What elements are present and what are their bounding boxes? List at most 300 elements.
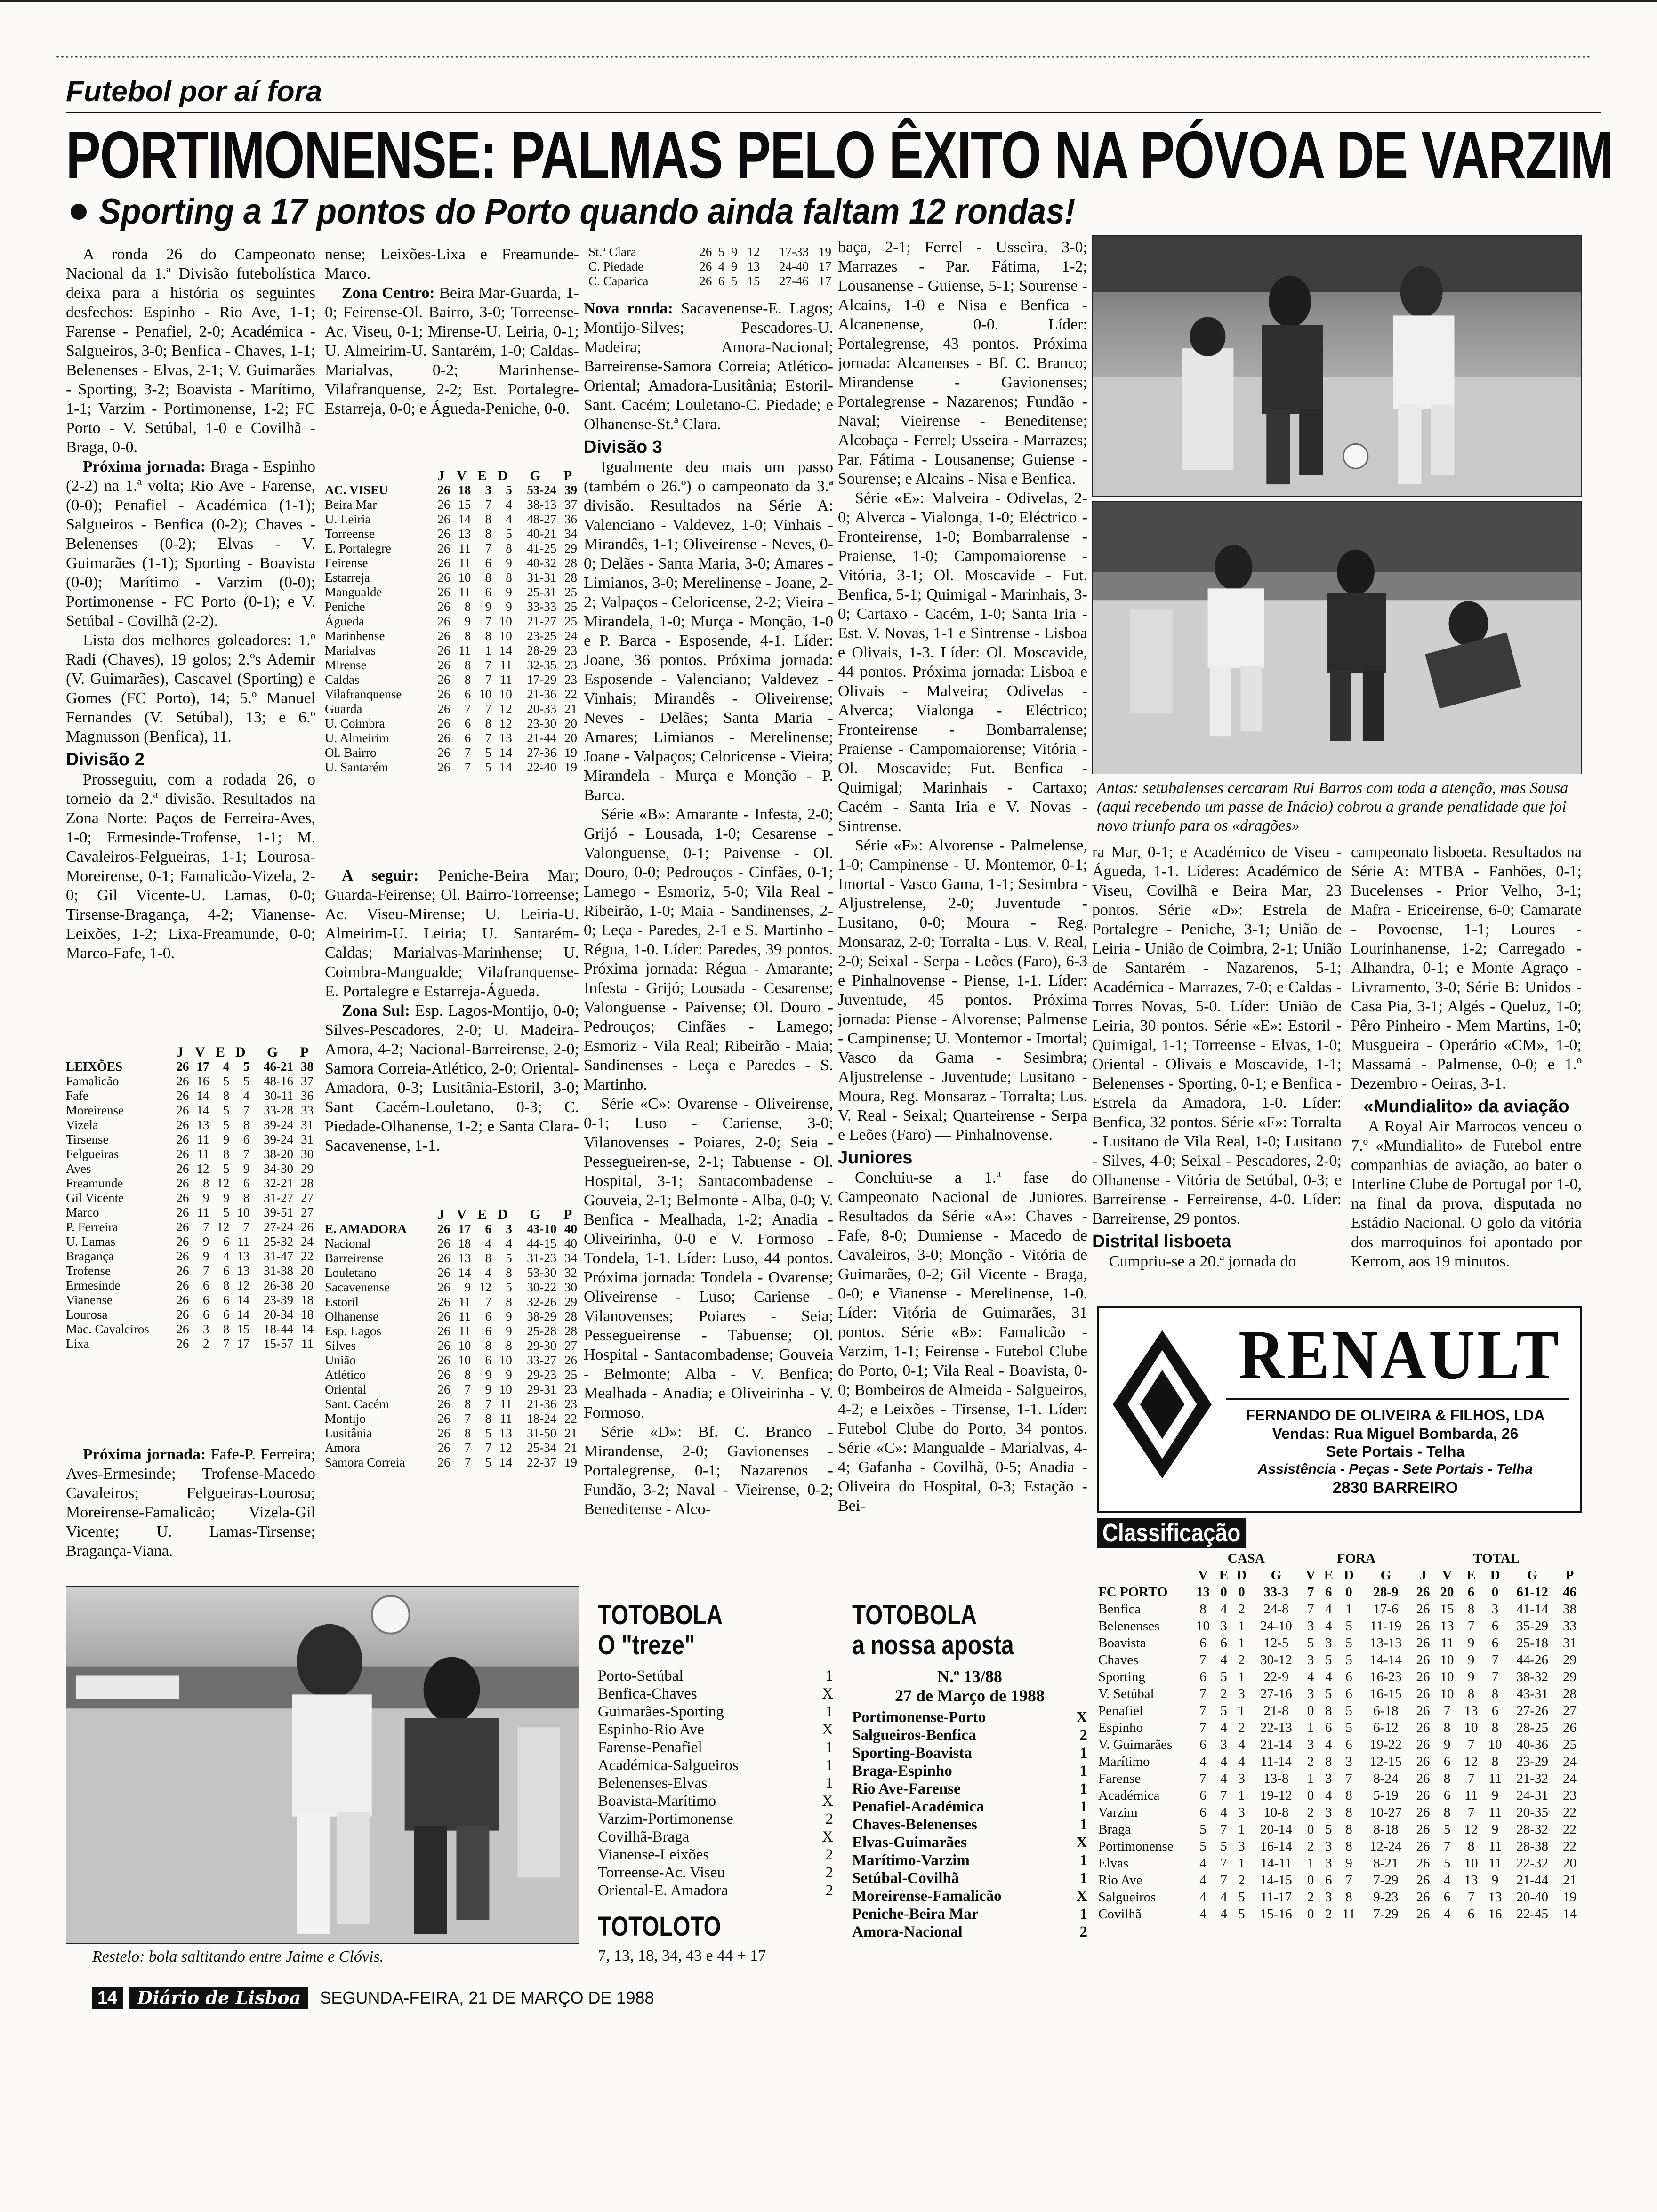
stat-cell: 26: [437, 1353, 450, 1367]
stat-cell: 12: [499, 702, 512, 716]
stat-cell: 27-26: [1516, 1703, 1549, 1718]
stat-cell: 11: [499, 1397, 512, 1411]
totobola-row: [598, 1882, 833, 1899]
stat-cell: 8: [464, 1368, 471, 1382]
stat-cell: 26: [437, 483, 450, 497]
team-name: Mangualde: [325, 585, 382, 599]
stat-cell: 7: [485, 1441, 491, 1455]
stat-cell: 5: [1325, 1652, 1332, 1667]
stat-cell: 6-18: [1373, 1703, 1399, 1718]
stat-cell: 7: [485, 1397, 491, 1411]
stat-cell: 26: [437, 1368, 450, 1382]
stat-cell: 36: [301, 1089, 314, 1103]
bullet-icon: [71, 204, 87, 220]
stat-cell: 10: [499, 1382, 512, 1396]
centro-row: [325, 702, 579, 716]
stat-cell: 26: [437, 1426, 450, 1440]
stat-cell: 8: [1467, 1686, 1475, 1701]
stat-cell: 8: [223, 1147, 230, 1161]
team-name: Belenenses: [1098, 1619, 1160, 1634]
stat-cell: 20: [1562, 1856, 1577, 1871]
stat-cell: 6: [243, 1176, 250, 1190]
centro-row: [325, 497, 579, 512]
heading-divisao-3: Divisão 3: [584, 437, 662, 457]
totobola-row: [852, 1887, 1087, 1905]
stat-cell: 10: [479, 687, 491, 701]
stat-cell: 26: [176, 1264, 189, 1278]
stat-cell: 2: [1307, 1805, 1314, 1820]
team-name: Barreirense: [325, 1251, 384, 1265]
centro-table-box: [325, 468, 579, 873]
totobola-match: Espinho-Rio Ave: [598, 1721, 704, 1738]
table-header-cell: P: [300, 1045, 309, 1060]
stat-cell: 24-40: [779, 259, 809, 273]
stat-cell: 13: [196, 1118, 209, 1132]
team-name: Atlético: [325, 1368, 366, 1382]
stat-cell: 22: [564, 687, 577, 701]
stat-cell: 27: [564, 1338, 577, 1353]
team-name: St.ª Clara: [588, 245, 636, 259]
classificacao-group-row: [1097, 1550, 1582, 1567]
stat-cell: 39-51: [264, 1205, 294, 1219]
stat-cell: 25: [564, 1368, 577, 1382]
stat-cell: 8: [485, 716, 491, 730]
stat-cell: 9: [485, 600, 491, 614]
table-header-cell: G: [530, 468, 541, 483]
stat-cell: 3: [1325, 1856, 1332, 1871]
stat-cell: 9: [1467, 1652, 1475, 1667]
stat-cell: 26: [437, 658, 450, 672]
stat-cell: 14: [196, 1089, 209, 1103]
stat-cell: 11: [301, 1337, 314, 1351]
totobola-pick: 1: [825, 1757, 833, 1774]
stat-cell: 4: [506, 497, 512, 512]
totobola-pick: 1: [1079, 1763, 1087, 1779]
table-header-cell: V: [456, 468, 467, 483]
stat-cell: 41-25: [527, 541, 557, 555]
team-name: Guarda: [325, 702, 362, 716]
stat-cell: 23: [564, 1397, 577, 1411]
stat-cell: 26: [437, 1441, 450, 1455]
stat-cell: 21-27: [527, 614, 557, 628]
stat-cell: 4: [1199, 1754, 1207, 1769]
table-header-row: [325, 468, 579, 483]
stat-cell: 29-23: [527, 1368, 557, 1382]
norte-row: [66, 1059, 315, 1074]
stat-cell: 9: [485, 1382, 491, 1396]
classificacao-row: [1097, 1719, 1582, 1736]
totobola-pick: 1: [825, 1667, 833, 1684]
stat-cell: 26: [437, 716, 450, 730]
stat-cell: 29: [1562, 1652, 1577, 1667]
stat-cell: 26: [437, 497, 450, 512]
stat-cell: 15: [237, 1322, 250, 1336]
group-fora: FORA: [1336, 1551, 1376, 1566]
stat-cell: 26: [176, 1162, 189, 1176]
totobola-pick: 2: [825, 1882, 833, 1899]
totobola-row: [598, 1774, 833, 1792]
sul-row: [325, 1455, 579, 1470]
stat-cell: 32-26: [527, 1295, 557, 1309]
col3-paragraph: Série «C»: Ovarense - Oliveirense, 0-1; Luso - Cariense, 3-0; Vilanovenses - Poiares, 2-0; Seia - Pessegueiren-se, 2-1; Tabuense - Ol. Hospital, 3-1; Santacombadense - Gouveia, 2-1; Belmonte - Alba, 0-0; V. Benfica - Mealhada, 1-2; Anadia - Oliveirinha, 0-0 e V. Formoso - Tondela, 1-1. Líder: Luso, 44 pontos. Próxima jornada: Tondela - Ovarense; Oliveirense - Luso; Cariense - Vilanovenses; Poiares - Seia; Pessegueirense - Tabuense; Ol. Hospital - Santacombadense; Gouveia - Belmonte; Alba - V. Benfica; Mealhada - Anadia; e Oliveirinha - V. Formoso.: [584, 1095, 833, 1421]
totobola-row: [598, 1846, 833, 1864]
stat-cell: 22-32: [1516, 1856, 1549, 1871]
stat-cell: 1: [1345, 1602, 1352, 1617]
stat-cell: 25-28: [527, 1324, 557, 1338]
totobola-match: Belenenses-Elvas: [598, 1775, 708, 1792]
team-name: Mac. Cavaleiros: [66, 1322, 149, 1336]
stat-cell: 26: [699, 245, 712, 259]
stat-cell: 1: [485, 643, 491, 657]
column-6: [1351, 842, 1582, 1304]
stat-cell: 6: [1443, 1890, 1451, 1905]
stat-cell: 6: [1199, 1737, 1207, 1752]
stat-cell: 23: [564, 673, 577, 687]
stat-cell: 23-29: [1516, 1754, 1549, 1769]
stat-cell: 14: [458, 512, 471, 526]
classificacao-row: [1097, 1855, 1582, 1872]
stat-cell: 1: [1238, 1856, 1245, 1871]
stat-cell: 9: [202, 1234, 209, 1249]
stat-cell: 22-13: [1260, 1720, 1292, 1735]
stat-cell: 8: [506, 541, 512, 555]
totobola-match: Peniche-Beira Mar: [852, 1906, 979, 1923]
stat-cell: 10-27: [1370, 1805, 1402, 1820]
stat-cell: 24: [564, 629, 577, 643]
classificacao-row: [1097, 1685, 1582, 1702]
totobola-title: TOTOBOLA: [852, 1600, 977, 1630]
stat-cell: 26: [437, 541, 450, 555]
team-name: V. Setúbal: [1098, 1686, 1154, 1701]
team-name: Tirsense: [66, 1132, 109, 1146]
heading-divisao-2: Divisão 2: [66, 750, 145, 769]
stat-cell: 26: [1416, 1805, 1430, 1820]
totobola-row: [852, 1923, 1087, 1941]
stat-cell: 3: [1325, 1890, 1332, 1905]
norte-row: [66, 1322, 315, 1337]
stat-cell: 4: [1220, 1805, 1227, 1820]
stat-cell: 11-17: [1260, 1890, 1292, 1905]
team-name: Caldas: [325, 673, 360, 687]
totobola-row: [852, 1834, 1087, 1851]
stat-cell: 10: [499, 629, 512, 643]
stat-cell: 4: [1220, 1890, 1227, 1905]
stat-cell: 20-34: [264, 1307, 294, 1322]
stat-cell: 20-33: [527, 702, 557, 716]
stat-cell: 0: [1307, 1907, 1314, 1922]
stat-cell: 21-36: [527, 687, 557, 701]
stat-cell: 38-29: [527, 1309, 557, 1323]
stat-cell: 11: [1488, 1856, 1502, 1871]
stat-cell: 22: [1562, 1839, 1577, 1854]
stat-cell: 26: [1416, 1602, 1430, 1617]
stat-cell: 2: [1238, 1652, 1245, 1667]
stat-cell: 7: [1443, 1703, 1451, 1718]
team-name: Estarreja: [325, 570, 370, 585]
stat-cell: 3: [1325, 1839, 1332, 1854]
stat-cell: 19: [564, 1455, 577, 1469]
stat-cell: 4: [1220, 1652, 1227, 1667]
stat-cell: 5: [243, 1059, 250, 1074]
stat-cell: 9: [464, 1280, 471, 1294]
stat-cell: 5: [506, 527, 512, 541]
stat-cell: 14: [499, 745, 512, 760]
stat-cell: 5: [223, 1118, 230, 1132]
stat-cell: 8-18: [1373, 1822, 1399, 1837]
stat-cell: 9: [202, 1191, 209, 1205]
totobola-date: 27 de Março de 1988: [895, 1686, 1045, 1705]
team-name: Marialvas: [325, 643, 376, 657]
stat-cell: 5: [1199, 1839, 1207, 1854]
stat-cell: 10: [458, 1353, 471, 1367]
stat-cell: 22-45: [1516, 1907, 1549, 1922]
col3-paragraph: Série «B»: Amarante - Infesta, 2-0; Grijó - Lousada, 1-0; Cesarense - Valonguense, 0-1; Paivense - Ol. Douro, 0-0; Pedrouços - Cinfães, 0-1; Lamego - Esmoriz, 5-0; Vila Real - Ribeirão, 1-0; Maia - Sandinenses, 2-0; Leça - Paredes, 2-1 e S. Martinho - Régua, 1-0. Líder: Paredes, 39 pontos. Próxima jornada: Régua - Amarante; Infesta - Grijó; Lousada - Cesarense; Valonguense - Paivense; Ol. Douro - Pedrouços; Cinfães - Lamego; Esmoriz - Vila Real; Ribeirão - Maia; Sandinenses - Leça e Paredes - S. Martinho.: [584, 806, 833, 1093]
classificacao-sub-header: [1097, 1567, 1582, 1584]
team-name: Covilhã: [1098, 1907, 1142, 1922]
stat-cell: 7: [1199, 1686, 1207, 1701]
stat-cell: 16-14: [1260, 1839, 1292, 1854]
stat-cell: 9: [1345, 1856, 1352, 1871]
totobola-match: Sporting-Boavista: [852, 1745, 972, 1762]
stat-cell: 4: [1325, 1619, 1332, 1634]
stat-cell: 6: [1345, 1669, 1352, 1684]
classificacao-row: [1097, 1838, 1582, 1855]
stat-cell: 1: [1238, 1669, 1245, 1684]
stat-cell: 33-3: [1263, 1585, 1289, 1600]
totobola-pick: X: [1076, 1834, 1087, 1851]
totobola-pick: 2: [1079, 1727, 1087, 1744]
stat-cell: 32-35: [527, 658, 557, 672]
stat-cell: 12-5: [1263, 1635, 1289, 1651]
stat-cell: 21-32: [1516, 1771, 1549, 1786]
stat-cell: 3: [1307, 1737, 1314, 1752]
stat-cell: 7: [1467, 1890, 1475, 1905]
team-name: C. Caparica: [588, 274, 649, 288]
centro-row: [325, 600, 579, 614]
stat-cell: 8: [485, 1338, 491, 1353]
stat-cell: 3: [1220, 1619, 1227, 1634]
team-name: Freamunde: [66, 1176, 123, 1190]
stat-cell: 30-12: [1260, 1652, 1292, 1667]
stat-cell: 21: [564, 702, 577, 716]
sul-row: [325, 1368, 579, 1382]
totobola-row: [852, 1869, 1087, 1887]
stat-cell: 4: [1220, 1602, 1227, 1617]
stat-cell: 8: [1199, 1602, 1207, 1617]
stat-cell: 4: [1325, 1669, 1332, 1684]
stat-cell: 14-15: [1260, 1873, 1292, 1888]
totobola-match: Benfica-Chaves: [598, 1685, 697, 1702]
col6-paragraph: campeonato lisboeta. Resultados na Série A: MTBA - Fanhões, 0-1; Bucelenses - Prior Velho, 3-1; Mafra - Ericeirense, 6-0; Camarate - Povoense, 1-1; Loures - Lourinhanense, 1-2; Carregado - Alhandra, 0-1; e Monte Agraço - Livramento, 3-0; Série B: Unidos - Casa Pia, 3-1; Algés - Queluz, 1-0; Pêro Pinheiro - Mem Martins, 1-0; Musgueira - Operário «CM», 1-0; Massamá - Palmense, 0-0; e 1.º Dezembro - Oeiras, 3-1.: [1351, 843, 1582, 1092]
team-name: Espinho: [1098, 1720, 1143, 1735]
stat-cell: 6: [1220, 1635, 1227, 1651]
renault-town: 2830 BARREIRO: [1332, 1479, 1458, 1497]
stat-cell: 22: [564, 1411, 577, 1426]
stat-cell: 13: [1464, 1703, 1478, 1718]
stat-cell: 2: [1307, 1890, 1314, 1905]
stat-cell: 26: [1416, 1907, 1430, 1922]
stat-cell: 11: [458, 1295, 471, 1309]
classificacao-row: [1097, 1889, 1582, 1906]
totobola-row: [852, 1905, 1087, 1923]
stat-cell: 16-15: [1370, 1686, 1402, 1701]
stat-cell: 11: [197, 1147, 209, 1161]
stat-cell: 15: [747, 274, 760, 288]
table-header-cell: D: [498, 1207, 508, 1222]
stat-cell: 15-57: [264, 1337, 294, 1351]
stat-cell: 12-24: [1370, 1839, 1402, 1854]
stat-cell: 6: [223, 1234, 230, 1249]
column-2-mid: [325, 866, 579, 1210]
stat-cell: 7: [485, 541, 491, 555]
heading-distrital: Distrital lisboeta: [1092, 1232, 1231, 1251]
stat-cell: 7: [1443, 1839, 1451, 1854]
team-name: Rio Ave: [1098, 1873, 1142, 1888]
stat-cell: 9: [1491, 1788, 1499, 1803]
totobola-match: Braga-Espinho: [852, 1763, 952, 1779]
totoloto-title: TOTOLOTO: [598, 1911, 721, 1942]
stat-cell: 27: [1562, 1703, 1577, 1718]
stat-cell: 38-13: [527, 497, 557, 512]
team-name: União: [325, 1353, 356, 1367]
stat-cell: 31: [301, 1118, 314, 1132]
norte-row: [66, 1118, 315, 1132]
totoloto-numbers: 7, 13, 18, 34, 43 e 44 + 17: [598, 1947, 766, 1964]
stat-cell: 3: [1238, 1686, 1245, 1701]
team-name: Moreirense: [66, 1103, 124, 1117]
renault-rule: [1226, 1398, 1569, 1400]
stat-cell: 26: [437, 600, 450, 614]
totobola-pick: 1: [825, 1775, 833, 1792]
stat-cell: 26: [176, 1220, 189, 1234]
stat-cell: 4: [1307, 1669, 1314, 1684]
norte-row: [66, 1074, 315, 1089]
stat-cell: 5: [1238, 1907, 1245, 1922]
stat-cell: 8: [202, 1176, 209, 1190]
stat-cell: 8: [1491, 1686, 1499, 1701]
stat-cell: 20: [564, 731, 577, 745]
stat-cell: 9: [1467, 1635, 1475, 1651]
heading-mundialito: «Mundialito» da aviação: [1363, 1097, 1569, 1116]
stat-cell: 24-31: [1516, 1788, 1549, 1803]
totobola-row: [598, 1685, 833, 1703]
stat-cell: 17-33: [779, 245, 809, 259]
stat-cell: 25-32: [264, 1234, 294, 1249]
renault-dealer: FERNANDO DE OLIVEIRA & FILHOS, LDA: [1246, 1407, 1545, 1424]
sul-row: [325, 1382, 579, 1397]
stat-cell: 8: [485, 570, 491, 585]
stat-cell: 7-29: [1373, 1907, 1399, 1922]
totobola-row: [598, 1864, 833, 1882]
stat-cell: 6: [1467, 1907, 1475, 1922]
stat-cell: 0: [1345, 1585, 1352, 1600]
stat-cell: 8: [485, 1411, 491, 1426]
stat-cell: 26-38: [264, 1278, 294, 1292]
stat-cell: 12: [747, 245, 760, 259]
team-name: Vianense: [66, 1293, 113, 1307]
stat-cell: 8: [1345, 1788, 1352, 1803]
stat-cell: 12-15: [1370, 1754, 1402, 1769]
stat-cell: 16-23: [1370, 1669, 1402, 1684]
stat-cell: 4: [485, 1236, 491, 1250]
stat-cell: 26: [437, 760, 450, 774]
stat-cell: 6: [1491, 1703, 1499, 1718]
stat-cell: 25-18: [1516, 1635, 1549, 1651]
stat-cell: 28: [301, 1176, 314, 1190]
team-name: Elvas: [1098, 1856, 1129, 1871]
stat-cell: 12: [237, 1278, 250, 1292]
stat-cell: 11: [458, 643, 471, 657]
stat-cell: 7: [243, 1103, 250, 1117]
stat-cell: 5: [1220, 1669, 1227, 1684]
totobola-match: Académica-Salgueiros: [598, 1757, 739, 1774]
stat-cell: 26: [437, 585, 450, 599]
stat-cell: 7: [485, 731, 491, 745]
norte-row: [66, 1089, 315, 1103]
stat-cell: 8: [1345, 1805, 1352, 1820]
classificacao-title: Classificação: [1097, 1518, 1246, 1548]
team-name: Felgueiras: [66, 1147, 119, 1161]
totobola-pick: 1: [1079, 1852, 1087, 1869]
stat-cell: 6: [1491, 1619, 1499, 1634]
stat-cell: 8: [506, 570, 512, 585]
team-name: AC. VISEU: [325, 483, 388, 497]
stat-cell: 11: [237, 1234, 250, 1249]
stat-cell: 2: [1238, 1873, 1245, 1888]
stat-cell: 26: [176, 1293, 189, 1307]
col1-paragraph: Próxima jornada: Braga - Espinho (2-2) na 1.ª volta; Rio Ave - Farense, (0-0); Penafiel - Académica (1-1); Salgueiros - Benfica (0-2); Chaves - Belenenses (0-2); Elvas - V. Guimarães (1-1); Sporting - Boavista (0-0); Marítimo - Varzim (0-0); Portimonense - FC Porto (0-1); e V. Setúbal - Covilhã (2-2).: [66, 458, 315, 630]
totobola-match: Boavista-Marítimo: [598, 1793, 716, 1810]
col3-paragraph: Igualmente deu mais um passo (também o 26.º) o campeonato da 3.ª divisão. Resultados na Série A: Valenciano - Valdevez, 1-0; Vinhais - Mirandês, 1-1; Oliveirense - Neves, 0-0; Delães - Santa Maria, 3-0; Amares - Limianos, 3-0; Merelinense - Joane, 2-2; Valpaços - Celoricense, 2-2; Vieira - Mirandela, 1-0; Murça - Monção, 1-0 e P. Barca - Esposende, 4-1. Líder: Joane, 36 pontos. Próxima jornada: Esposende - Valenciano; Valdevez - Vinhais; Mirandês - Oliveirense; Neves - Delães; Santa Maria - Amares; Limianos - Merelinense; Joane - Valpaços; Celoricense - Vieira; Mirandela - Murça e Monção - P. Barca.: [584, 458, 833, 804]
stat-cell: 26: [437, 527, 450, 541]
stat-cell: 9: [506, 1324, 512, 1338]
stat-cell: 14: [458, 1266, 471, 1280]
stat-cell: 1: [1238, 1703, 1245, 1718]
stat-cell: 4: [485, 1266, 491, 1280]
stat-cell: 28: [564, 570, 577, 585]
stat-cell: 26: [1416, 1720, 1430, 1735]
stat-cell: 10: [499, 1353, 512, 1367]
stat-cell: 21-44: [1516, 1873, 1549, 1888]
group-total: TOTAL: [1473, 1551, 1520, 1566]
team-name: Águeda: [325, 614, 364, 628]
stat-cell: 26: [437, 731, 450, 745]
stat-cell: 4: [1199, 1873, 1207, 1888]
stat-cell: 30: [564, 1280, 577, 1294]
stat-cell: 5: [1325, 1686, 1332, 1701]
stat-cell: 26: [1416, 1856, 1430, 1871]
section-rule: [66, 112, 1601, 113]
stat-cell: 1: [1238, 1788, 1245, 1803]
stat-cell: 8: [485, 1251, 491, 1265]
stat-cell: 6: [485, 1353, 491, 1367]
stat-cell: 9: [506, 556, 512, 570]
stat-cell: 23: [564, 643, 577, 657]
stat-cell: 17: [458, 1222, 471, 1236]
stat-cell: 4: [1443, 1907, 1451, 1922]
totobola-row: [598, 1721, 833, 1739]
team-name: Trofense: [66, 1264, 111, 1278]
stat-cell: 25-34: [527, 1441, 557, 1455]
stat-cell: 27: [301, 1205, 314, 1219]
stat-cell: 38-32: [1516, 1669, 1549, 1684]
stat-cell: 1: [1238, 1635, 1245, 1651]
stat-cell: 10: [458, 570, 471, 585]
stat-cell: 34-30: [264, 1162, 294, 1176]
stat-cell: 5: [1345, 1619, 1352, 1634]
stat-cell: 3: [1345, 1754, 1352, 1769]
stat-cell: 8-24: [1373, 1771, 1399, 1786]
